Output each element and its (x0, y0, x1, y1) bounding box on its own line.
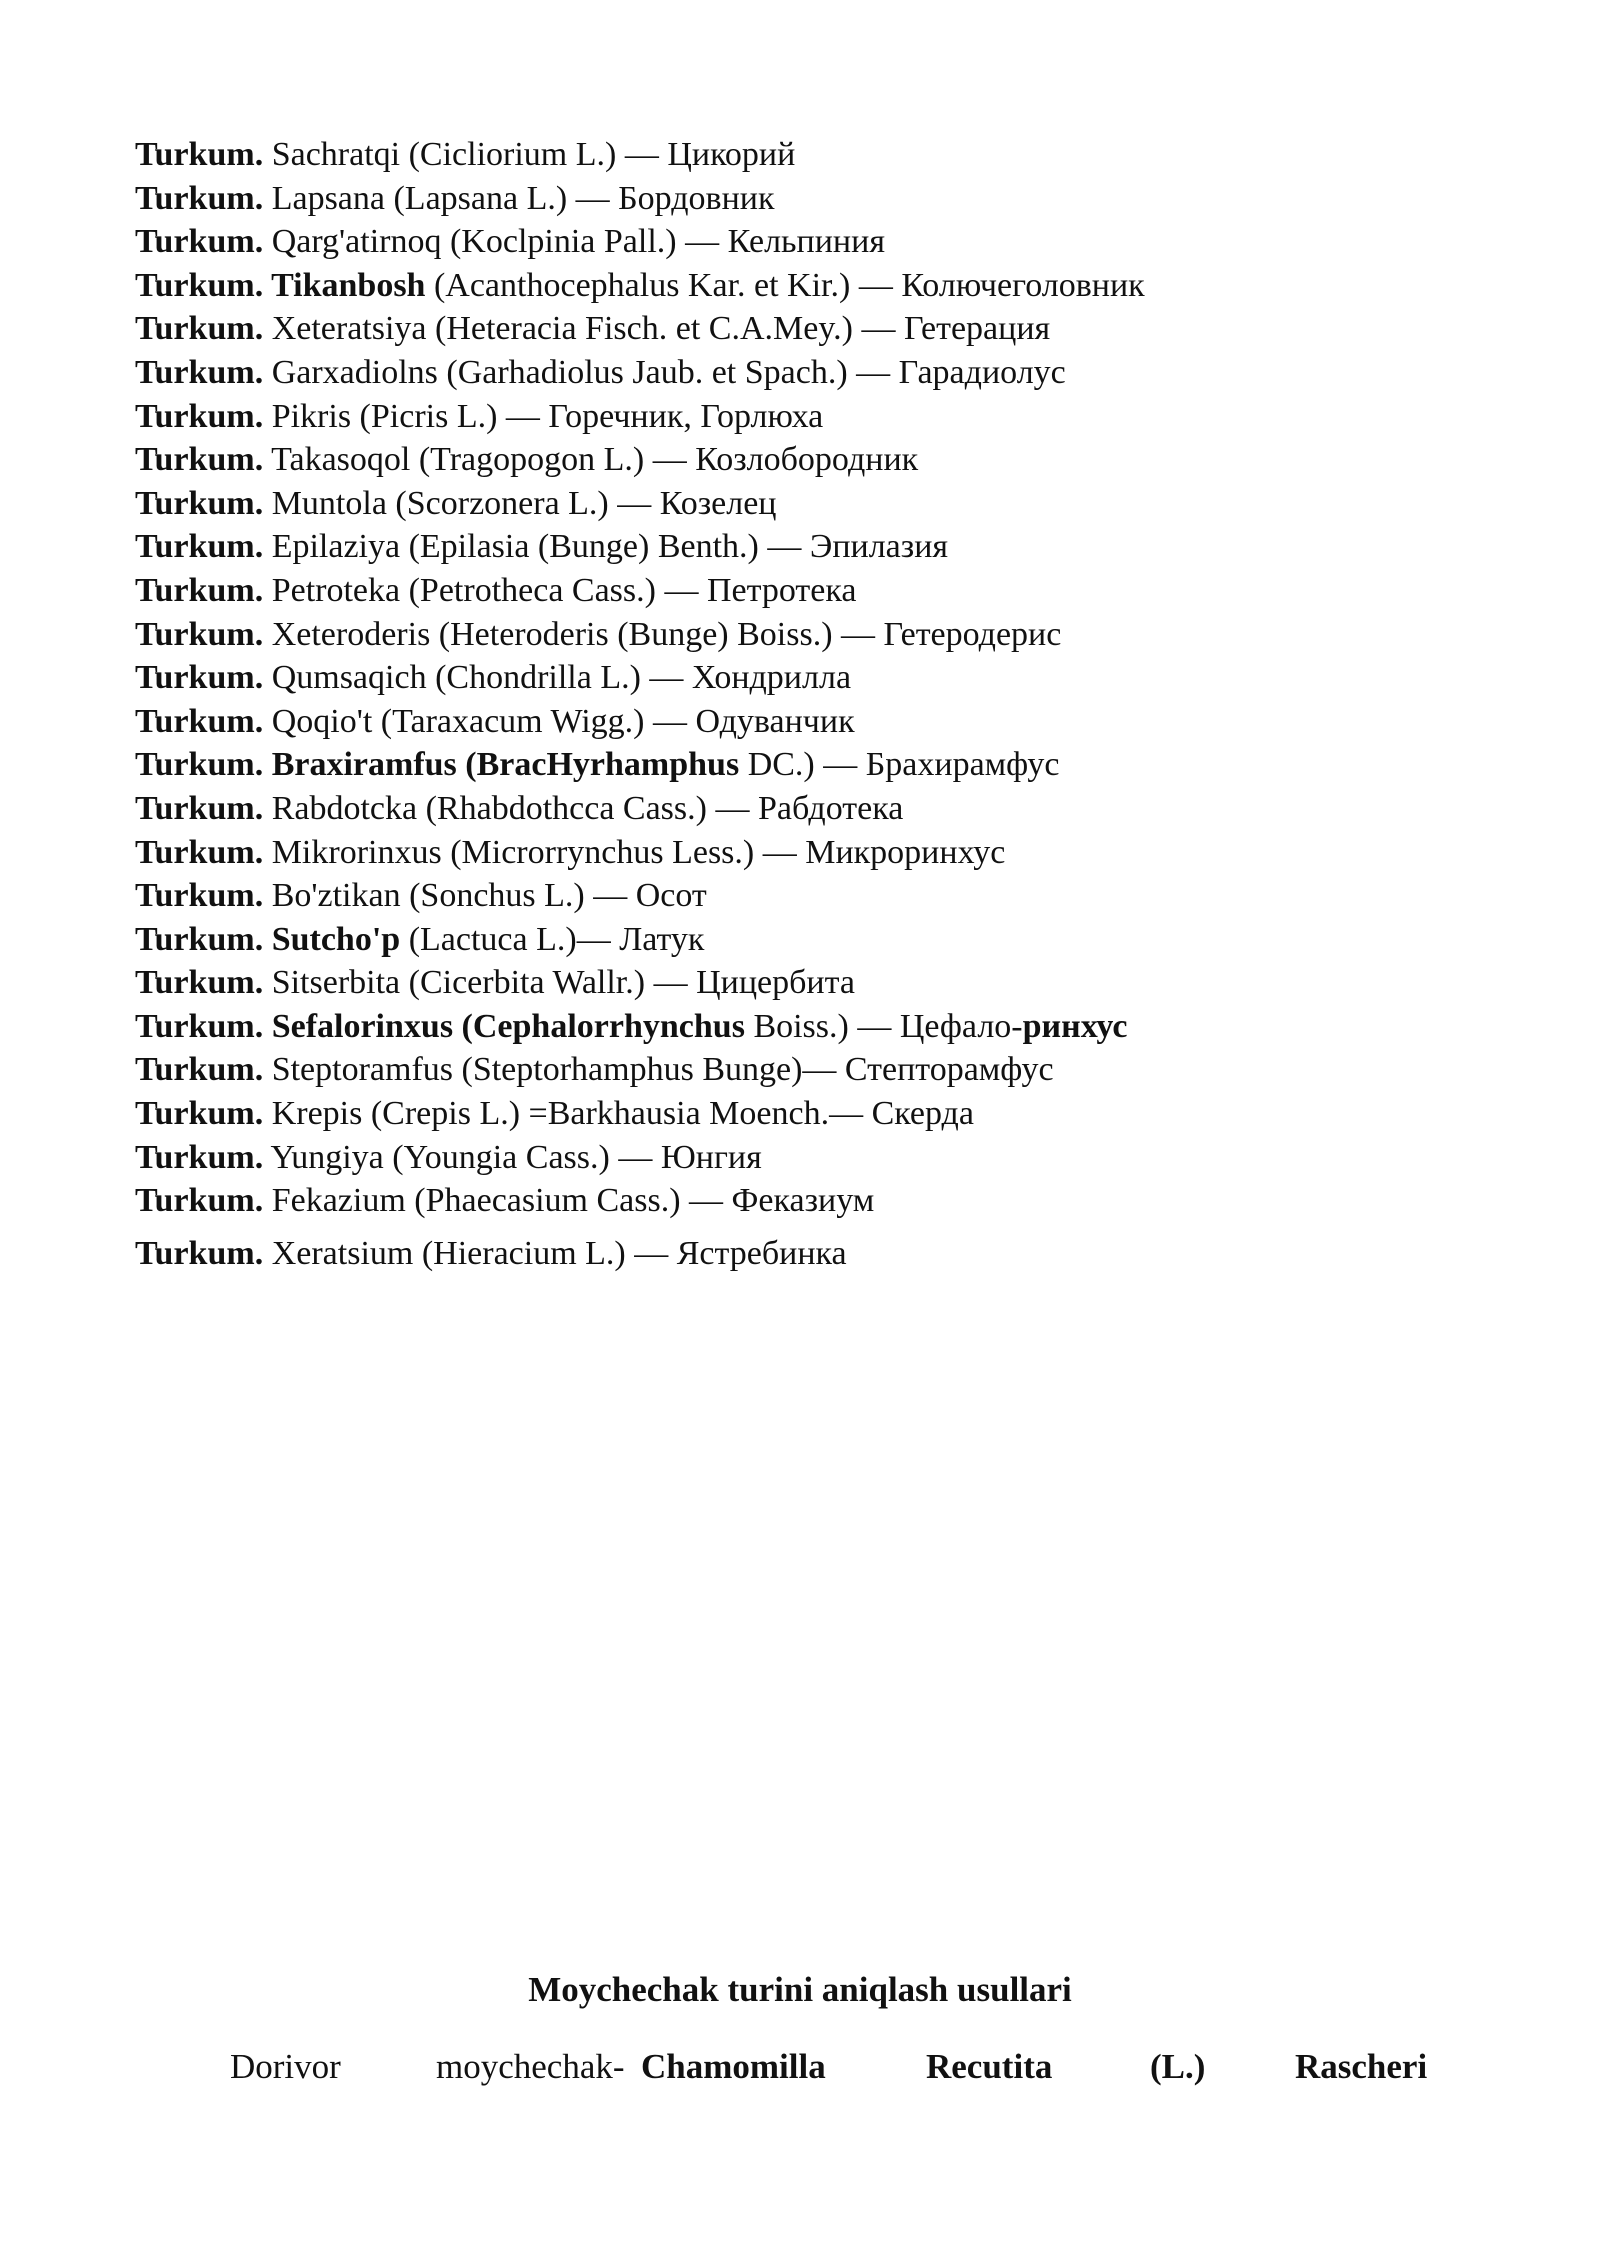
genus-text: Rabdotcka (Rhabdothcca Cass.) — Рабдотека (263, 789, 904, 827)
genus-bold-text: Turkum. (135, 1182, 264, 1220)
genus-line (135, 700, 1145, 744)
species-word-author-rascheri: Rascheri (1295, 2047, 1428, 2086)
genus-bold-text: Turkum. (135, 702, 264, 740)
genus-bold-text: Turkum. (135, 789, 264, 827)
genus-line (135, 438, 1145, 482)
genus-line (135, 1136, 1145, 1180)
genus-bold-text: Turkum. (135, 484, 264, 522)
genus-bold-text: Turkum. Braxiramfus (BracHyrhamphus (135, 746, 740, 784)
genus-line (135, 264, 1145, 308)
genus-bold-text: Turkum. (135, 659, 264, 697)
genus-line (135, 1232, 1145, 1276)
genus-line (135, 307, 1145, 351)
genus-bold-text: Turkum. (135, 353, 264, 391)
genus-bold-text: Turkum. (135, 179, 264, 217)
genus-text: (Lactuca L.)— Латук (400, 920, 705, 958)
genus-line (135, 395, 1145, 439)
genus-bold-text: Turkum. (135, 964, 264, 1002)
genus-text: Krepis (Crepis L.) =Barkhausia Moench.— Скерда (263, 1095, 974, 1133)
genus-bold-text: ринхус (1022, 1007, 1128, 1045)
genus-line (135, 656, 1145, 700)
genus-text: Garxadiolns (Garhadiolus Jaub. et Spach.) — Гарадиолус (263, 353, 1066, 391)
genus-line (135, 133, 1145, 177)
genus-text: Qarg'atirnoq (Koclpinia Pall.) — Кельпиния (263, 223, 885, 261)
genus-bold-text: Turkum. (135, 1138, 264, 1176)
genus-line (135, 525, 1145, 569)
genus-text: Fekazium (Phaecasium Cass.) — Феказиум (263, 1182, 875, 1220)
genus-bold-text: Turkum. (135, 877, 264, 915)
genus-bold-text: Turkum. (135, 528, 264, 566)
genus-bold-text: Turkum. (135, 397, 264, 435)
species-line (0, 2045, 1600, 2089)
genus-bold-text: Turkum. (135, 223, 264, 261)
genus-text: Xeratsium (Hieracium L.) — Ястребинка (263, 1234, 847, 1272)
genus-line (135, 220, 1145, 264)
genus-text: Sachratqi (Cicliorium L.) — Цикорий (263, 136, 796, 173)
genus-bold-text: Turkum. (135, 1234, 264, 1272)
genus-bold-text: Turkum. (135, 441, 264, 479)
genus-bold-text: Turkum. (135, 136, 264, 173)
genus-text: Pikris (Picris L.) — Горечник, Горлюха (263, 397, 824, 435)
genus-bold-text: Turkum. (135, 310, 264, 348)
genus-line (135, 787, 1145, 831)
genus-text: Xeteratsiya (Heteracia Fisch. et C.A.Mey.) — Гетерация (263, 310, 1051, 348)
species-word-genus: Chamomilla (641, 2047, 826, 2086)
genus-text: Petroteka (Petrotheca Cass.) — Петротека (263, 571, 857, 609)
genus-line (135, 1092, 1145, 1136)
genus-line (135, 613, 1145, 657)
genus-text: Qoqio't (Taraxacum Wigg.) — Одуванчик (263, 702, 855, 740)
genus-text: Takasoqol (Tragopogon L.) — Козлобородник (263, 441, 919, 479)
species-word-moychechak: moychechak- (436, 2047, 625, 2086)
genus-line (135, 482, 1145, 526)
genus-bold-text: Turkum. (135, 833, 264, 871)
genus-line (135, 351, 1145, 395)
genus-line (135, 961, 1145, 1005)
genus-line (135, 918, 1145, 962)
genus-text: Boiss.) — Цефало- (744, 1007, 1023, 1045)
genus-text: Epilaziya (Epilasia (Bunge) Benth.) — Эпилазия (263, 528, 949, 566)
genus-bold-text: Turkum. Sutcho'p (135, 920, 401, 958)
genus-bold-text: Turkum. Tikanbosh (135, 266, 426, 304)
genus-text: DC.) — Брахирамфус (739, 746, 1060, 784)
genus-text: Sitserbita (Cicerbita Wallr.) — Цицербита (263, 964, 855, 1002)
species-word-author-l: (L.) (1150, 2047, 1206, 2086)
genus-line (135, 1005, 1145, 1049)
section-title: Moychechak turini aniqlash usullari (528, 1970, 1072, 2009)
genus-line (135, 743, 1145, 787)
species-word-dorivor: Dorivor (230, 2047, 341, 2086)
genus-line (135, 1179, 1145, 1223)
genus-line (135, 569, 1145, 613)
genus-text: Mikrorinxus (Microrrynchus Less.) — Микроринхус (263, 833, 1006, 871)
species-word-epithet: Recutita (926, 2047, 1053, 2086)
genus-line (135, 177, 1145, 221)
genus-text: Yungiya (Youngia Cass.) — Юнгия (263, 1138, 762, 1176)
genus-text: Qumsaqich (Chondrilla L.) — Хондрилла (263, 659, 852, 697)
genus-bold-text: Turkum. (135, 1051, 264, 1089)
genus-bold-text: Turkum. Sefalorinxus (Cephalorrhynchus (135, 1007, 745, 1045)
genus-text: Bo'ztikan (Sonchus L.) — Осот (263, 877, 707, 915)
genus-line (135, 874, 1145, 918)
genus-bold-text: Turkum. (135, 1095, 264, 1133)
genus-text: (Acanthocephalus Kar. et Kir.) — Колючеголовник (425, 266, 1145, 304)
genera-list (135, 133, 1145, 1275)
genus-text: Steptoramfus (Steptorhamphus Bunge)— Степторамфус (263, 1051, 1054, 1089)
genus-text: Muntola (Scorzonera L.) — Козелец (263, 484, 777, 522)
genus-bold-text: Turkum. (135, 615, 264, 653)
genus-bold-text: Turkum. (135, 571, 264, 609)
genus-text: Xeteroderis (Heteroderis (Bunge) Boiss.) — Гетеродерис (263, 615, 1062, 653)
genus-text: Lapsana (Lapsana L.) — Бордовник (263, 179, 775, 217)
genus-line (135, 1048, 1145, 1092)
genus-line (135, 831, 1145, 875)
